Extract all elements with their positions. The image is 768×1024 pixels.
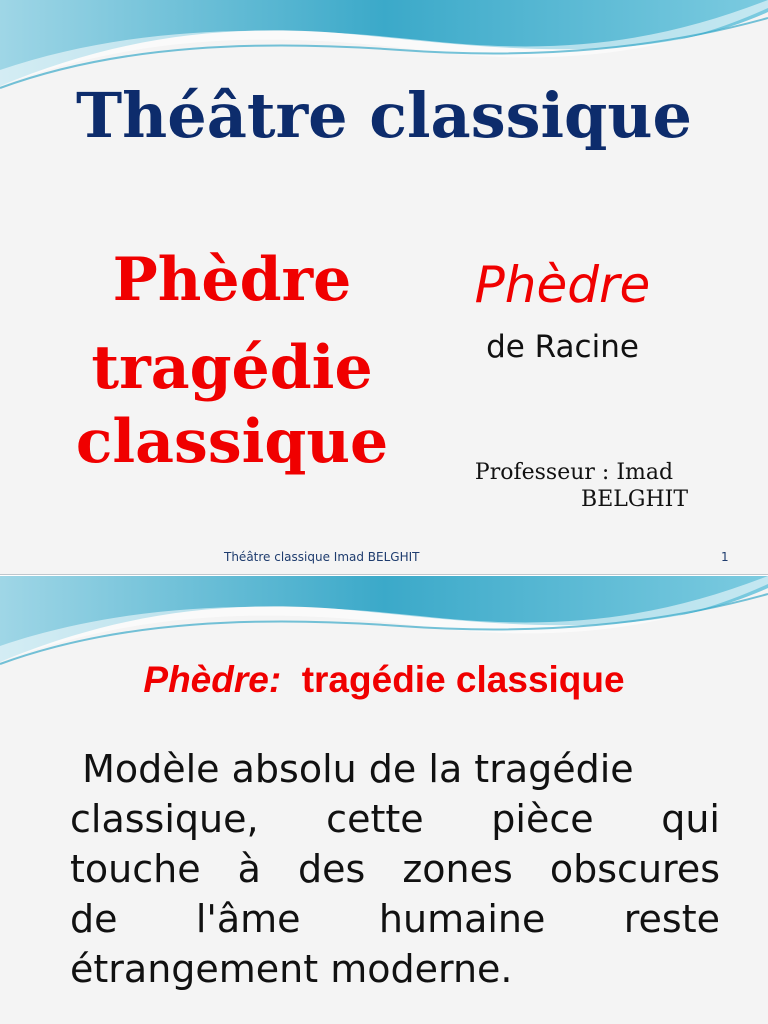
left-heading-tragedie: tragédie bbox=[91, 333, 373, 403]
slide-2 bbox=[0, 576, 768, 1024]
body-line: touche à des zones obscures bbox=[70, 847, 720, 891]
slide-2-title-italic: Phèdre: bbox=[143, 659, 282, 700]
body-line: de l'âme humaine reste bbox=[70, 897, 720, 941]
slide-2-title-rest: tragédie classique bbox=[281, 659, 625, 700]
slide-2-body bbox=[70, 744, 720, 994]
body-line: étrangement moderne. bbox=[70, 947, 513, 991]
professor-credit-line-2: BELGHIT bbox=[581, 486, 688, 512]
slide-2-title bbox=[0, 658, 768, 702]
slide-1-title: Théâtre classique bbox=[76, 79, 692, 152]
professor-credit bbox=[460, 460, 688, 514]
slide-page-number: 1 bbox=[721, 550, 729, 564]
slide-footer-text: Théâtre classique Imad BELGHIT bbox=[224, 550, 420, 564]
professor-credit-line-1: Professeur : Imad bbox=[474, 460, 674, 485]
play-title: Phèdre bbox=[474, 256, 651, 314]
left-heading-classique: classique bbox=[75, 407, 389, 477]
play-author: de Racine bbox=[486, 329, 639, 365]
left-heading-phedre: Phèdre bbox=[112, 245, 352, 315]
body-line: Modèle absolu de la tragédie bbox=[70, 747, 634, 791]
body-line: classique, cette pièce qui bbox=[70, 797, 720, 841]
